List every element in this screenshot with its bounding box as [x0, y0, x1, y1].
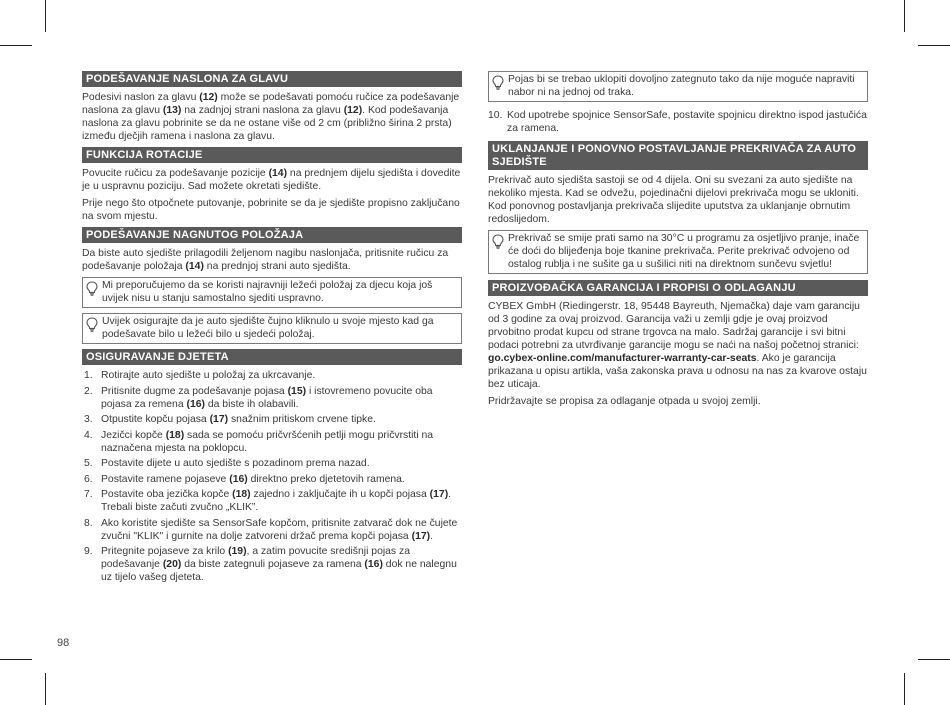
tip-note	[488, 71, 868, 102]
tip-note	[488, 230, 868, 274]
paragraph: Povucite ručicu za podešavanje pozicije (14) na prednjem dijelu sjedišta i dovedite je u uspravnu poziciju. Sad možete okretati sjedište.	[82, 168, 461, 192]
paragraph: Da biste auto sjedište prilagodili željenom nagibu naslonjača, pritisnite ručicu za podešavanje položaja (14) na prednjoj strani auto sjedišta.	[82, 248, 449, 272]
list-item: 6. Postavite ramene pojaseve (16) direktno preko djetetovih ramena.	[84, 473, 405, 485]
lightbulb-icon	[86, 281, 98, 296]
paragraph: CYBEX GmbH (Riedingerstr. 18, 95448 Bayreuth, Njemačka) daje vam garanciju od 3 godine za ovaj proizvod. Garancija važi u zemlji gdje je ovaj proizvod prvobitno prodat kupcu od strane trgovca na malo. Sadržaj garancije i svi bitni podaci potrebni za utvrđivanje garancije mogu se naći na našoj početnoj stranici: go.cybex-online.com/manufacturer-warranty-car-seats. Ako je garancija prikazana u opisu artikla, vaša zakonska prava u odnosu na nas za kvarove ostaju bez uticaja.	[488, 301, 867, 390]
warranty-link[interactable]: go.cybex-online.com/manufacturer-warranty-car-seats	[488, 353, 757, 364]
section-heading: PROIZVOĐAČKA GARANCIJA I PROPISI O ODLAGANJU	[488, 280, 868, 296]
note-text: Pojas bi se trebao uklopiti dovoljno zategnuto tako da nije moguće napraviti nabor ni na jednoj od traka.	[508, 74, 855, 98]
page-number: 98	[57, 637, 70, 649]
lightbulb-icon	[86, 317, 98, 332]
crop-mark	[918, 659, 950, 660]
list-item: 7. Postavite oba jezička kopče (18) zajedno i zaključajte ih u kopči pojasa (17). Trebali biste začuti zvučno „KLIK”.	[84, 489, 452, 513]
paragraph: Pridržavajte se propisa za odlaganje otpada u svojoj zemlji.	[488, 396, 761, 407]
crop-mark	[918, 45, 950, 46]
paragraph: Prije nego što otpočnete putovanje, pobrinite se da je sjedište propisno zaključano na svom mjestu.	[82, 198, 460, 222]
section-heading: FUNKCIJA ROTACIJE	[82, 147, 462, 163]
list-item: 9. Pritegnite pojaseve za krilo (19), a zatim povucite središnji pojas za podešavanje (20) da biste zategnuli pojaseve za ramena (16) dok ne nalegnu uz tijelo vašeg djeteta.	[84, 546, 457, 583]
left-column	[82, 71, 462, 588]
list-item: 4. Jezičci kopče (18) sada se pomoću pričvršćenih petlji mogu pričvrstiti na naznačena mjesta na poklopcu.	[84, 429, 434, 454]
crop-mark	[0, 659, 32, 660]
lightbulb-icon	[492, 75, 504, 90]
lightbulb-icon	[492, 234, 504, 249]
list-item: 3. Otpustite kopču pojasa (17) snažnim pritiskom crvene tipke.	[84, 414, 376, 425]
crop-mark	[45, 673, 46, 705]
steps-list	[82, 369, 462, 584]
paragraph: Podesivi naslon za glavu (12) može se podešavati pomoću ručice za podešavanje naslona za glavu (13) na zadnjoj strani naslona za glavu (12). Kod podešavanja naslona za glavu pobrinite se da ne ostane više od 2 cm (približno širina 2 prsta) između dječjih ramena i naslona za glavu.	[82, 92, 460, 142]
crop-mark	[904, 0, 905, 32]
list-item: 10. Kod upotrebe spojnice SensorSafe, postavite spojnicu direktno ispod jastučića za ramena.	[488, 110, 867, 134]
list-item: 2. Pritisnite dugme za podešavanje pojasa (15) i istovremeno povucite oba pojasa za remena (16) da biste ih olabavili.	[84, 385, 433, 410]
crop-mark	[904, 673, 905, 705]
list-item: 1. Rotirajte auto sjedište u položaj za ukrcavanje.	[84, 370, 316, 381]
note-text: Mi preporučujemo da se koristi najravniji ležeći položaj za djecu koja još uvijek nisu u stanju samostalno sjediti uspravno.	[102, 280, 433, 304]
list-item: 5. Postavite dijete u auto sjedište s pozadinom prema nazad.	[84, 458, 370, 469]
steps-list	[488, 109, 868, 135]
section-heading: PODEŠAVANJE NASLONA ZA GLAVU	[82, 71, 462, 87]
crop-mark	[0, 45, 32, 46]
section-heading: UKLANJANJE I PONOVNO POSTAVLJANJE PREKRIVAČA ZA AUTO SJEDIŠTE	[488, 141, 868, 170]
crop-mark	[45, 0, 46, 32]
tip-note	[82, 277, 462, 308]
right-column	[488, 71, 868, 412]
note-text: Prekrivač se smije prati samo na 30°C u programu za osjetljivo pranje, inače će doći do blijeđenja boje tkanine prekrivača. Perite prekrivač odvojeno od ostalog rublja i ne sušite ga u sušilici niti na direktnom sunčevu svjetlu!	[508, 233, 860, 270]
note-text: Uvijek osigurajte da je auto sjedište čujno kliknulo u svoje mjesto kad ga podešavate bilo u ležeći bilo u sjedeći položaj.	[102, 316, 434, 340]
list-item: 8. Ako koristite sjedište sa SensorSafe kopčom, pritisnite zatvarač dok ne čujete zvučni "KLIK" i gurnite na dolje zatvoreni držač prema kopči pojasa (17).	[84, 517, 458, 542]
paragraph: Prekrivač auto sjedišta sastoji se od 4 dijela. Oni su svezani za auto sjedište na nekoliko mjesta. Kad se odvežu, pojedinačni dijelovi prekrivača mogu se ukloniti. Kod ponovnog postavljanja prekrivača slijedite uputstva za uklanjanje obrnutim redoslijedom.	[488, 175, 859, 225]
tip-note	[82, 313, 462, 344]
section-heading: OSIGURAVANJE DJETETA	[82, 349, 462, 365]
section-heading: PODEŠAVANJE NAGNUTOG POLOŽAJA	[82, 227, 462, 243]
